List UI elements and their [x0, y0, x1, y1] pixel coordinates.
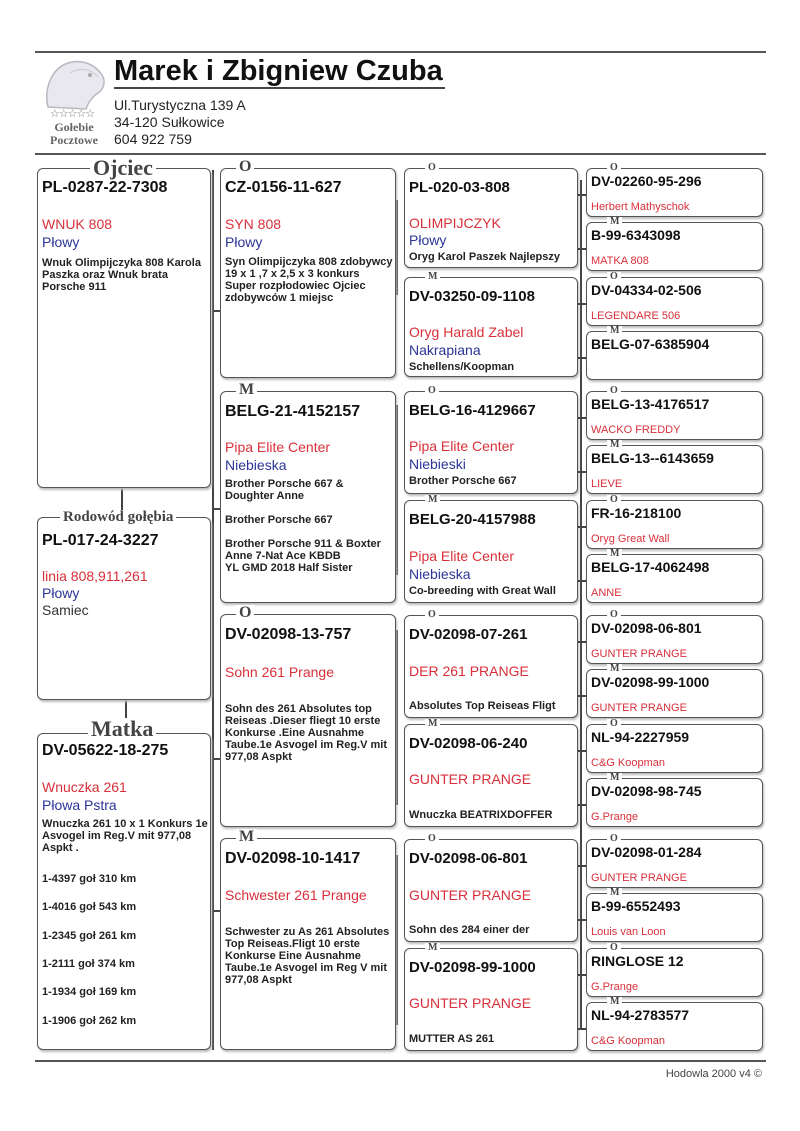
pigeon-name: Oryg Great Wall: [591, 533, 670, 545]
connector: [578, 1028, 586, 1030]
connector: [578, 919, 586, 921]
ring-number: CZ-0156-11-627: [225, 179, 342, 196]
ring-number: NL-94-2227959: [591, 729, 690, 745]
pigeon-color: Płowa Pstra: [42, 797, 117, 813]
gen4-card[interactable]: [586, 893, 763, 942]
connector: [578, 471, 586, 473]
gen4-card[interactable]: [586, 168, 763, 217]
pigeon-name: OLIMPIJCZYK: [409, 215, 501, 231]
sex-label-female: M: [607, 326, 622, 336]
gen3-card[interactable]: [404, 948, 578, 1051]
pigeon-name: Herbert Mathyschok: [591, 201, 690, 213]
sex-label-male: O: [236, 159, 254, 175]
gen3-card[interactable]: [404, 724, 578, 827]
mother-label: Matka: [88, 718, 156, 740]
ring-number: DV-02098-07-261: [409, 626, 528, 643]
ring-number: PL-020-03-808: [409, 179, 510, 196]
logo: [34, 55, 110, 147]
ring-number: BELG-17-4062498: [591, 559, 710, 575]
pigeon-name: SYN 808: [225, 216, 282, 232]
pigeon-description: Absolutes Top Reiseas Fligt: [409, 700, 556, 712]
ring-number: DV-02098-06-801: [591, 620, 702, 636]
father-card[interactable]: [37, 168, 211, 488]
pigeon-color: Nakrapiana: [409, 342, 481, 358]
pigeon-color: Płowy: [225, 234, 263, 250]
pigeon-name: Louis van Loon: [591, 926, 666, 938]
gen4-card[interactable]: [586, 839, 763, 888]
ring-number: BELG-13-4176517: [591, 396, 710, 412]
ring-number: PL-0287-22-7308: [42, 179, 168, 196]
pigeon-name: Sohn 261 Prange: [225, 664, 334, 680]
sex-label-male: O: [607, 495, 621, 505]
logo-stars: ☆☆☆☆☆: [49, 108, 95, 120]
connector: [212, 170, 214, 1050]
gen3-card[interactable]: [404, 839, 578, 942]
pigeon-name: G.Prange: [591, 981, 639, 993]
connector: [578, 303, 586, 305]
connector: [396, 855, 398, 1025]
pigeon-name: GUNTER PRANGE: [591, 872, 687, 884]
gen3-card[interactable]: [404, 500, 578, 603]
pigeon-name: MATKA 808: [591, 255, 649, 267]
address-city: 34-120 Sułkowice: [114, 114, 225, 130]
ring-number: DV-02098-06-801: [409, 850, 528, 867]
pigeon-description: Brother Porsche 667 & Doughter Anne Brother Porsche 667 Brother Porsche 911 & Boxter Anne 7-Nat Ace KBDB YL GMD 2018 Half Sister: [225, 478, 381, 574]
connector: [578, 750, 586, 752]
connector: [578, 804, 586, 806]
sex-label-female: M: [425, 943, 440, 953]
pigeon-name: Pipa Elite Center: [409, 548, 515, 564]
pigeon-color: Płowy: [42, 585, 80, 601]
result-item: 1-1906 goł 262 km: [42, 1015, 137, 1027]
result-item: 1-1934 goł 169 km: [42, 986, 137, 998]
sex-label-female: M: [607, 440, 622, 450]
pigeon-name: WACKO FREDDY: [591, 424, 681, 436]
pigeon-name: Oryg Harald Zabel: [409, 324, 524, 340]
pigeon-name: Pipa Elite Center: [409, 438, 515, 454]
ring-number: DV-02260-95-296: [591, 173, 702, 189]
connector: [578, 357, 586, 359]
pigeon-sex: Samiec: [42, 602, 89, 618]
sex-label-male: O: [607, 610, 621, 620]
pigeon-name: WNUK 808: [42, 216, 113, 232]
ring-number: DV-02098-13-757: [225, 626, 352, 643]
pigeon-name: GUNTER PRANGE: [409, 995, 532, 1011]
pigeon-name: C&G Koopman: [591, 757, 665, 769]
ring-number: DV-05622-18-275: [42, 742, 169, 759]
breeder-name: Marek i Zbigniew Czuba: [114, 55, 443, 87]
pigeon-name: DER 261 PRANGE: [409, 663, 529, 679]
gen2-card[interactable]: [220, 614, 396, 827]
pigeon-name: GUNTER PRANGE: [409, 771, 532, 787]
sex-label-female: M: [236, 829, 257, 845]
result-item: 1-4397 goł 310 km: [42, 873, 137, 885]
result-item: 1-2111 goł 374 km: [42, 958, 135, 970]
pigeon-name: GUNTER PRANGE: [409, 887, 532, 903]
pigeon-name: GUNTER PRANGE: [591, 648, 687, 660]
result-item: 1-2345 goł 261 km: [42, 930, 137, 942]
connector: [578, 974, 586, 976]
connector: [578, 580, 586, 582]
ring-number: DV-03250-09-1108: [409, 288, 535, 305]
subject-card[interactable]: [37, 517, 211, 700]
pigeon-head-icon: [40, 55, 110, 111]
subject-label: Rodowód gołębia: [60, 510, 176, 525]
sex-label-male: O: [607, 834, 621, 844]
sex-label-male: O: [607, 163, 621, 173]
ring-number: DV-02098-98-745: [591, 783, 702, 799]
gen2-card[interactable]: [220, 168, 396, 378]
pigeon-description: Brother Porsche 667: [409, 475, 517, 487]
connector: [578, 865, 586, 867]
pigeon-name: LEGENDARE 506: [591, 310, 681, 322]
gen2-card[interactable]: [220, 391, 396, 603]
ring-number: DV-02098-99-1000: [409, 959, 536, 976]
pigeon-name: linia 808,911,261: [42, 568, 148, 584]
sex-label-male: O: [425, 163, 439, 173]
pigeon-description: Schellens/Koopman: [409, 361, 515, 373]
sex-label-female: M: [425, 719, 440, 729]
connector: [212, 508, 220, 510]
ring-number: BELG-16-4129667: [409, 402, 536, 419]
gen4-card[interactable]: [586, 948, 763, 997]
connector: [578, 641, 586, 643]
sex-label-male: O: [607, 386, 621, 396]
sex-label-male: O: [607, 719, 621, 729]
pigeon-description: Sohn des 261 Absolutes top Reiseas .Dieser fliegt 10 erste Konkurse .Eine Ausnahme Taube.1e Asvogel im Reg.V mit 977,08 Aspkt: [225, 703, 387, 763]
logo-text-line1: Gołebie: [54, 120, 94, 134]
gen4-card[interactable]: [586, 615, 763, 664]
pigeon-description: Co-breeding with Great Wall: [409, 585, 556, 597]
address-street: Ul.Turystyczna 139 A: [114, 97, 246, 113]
footer-credit: Hodowla 2000 v4 ©: [665, 1068, 762, 1080]
ring-number: B-99-6552493: [591, 898, 681, 914]
pigeon-description: Wnuczka BEATRIXDOFFER: [409, 809, 553, 821]
ring-number: DV-02098-01-284: [591, 844, 702, 860]
ring-number: DV-02098-10-1417: [225, 850, 361, 867]
gen3-card[interactable]: [404, 277, 578, 377]
gen3-card[interactable]: [404, 615, 578, 718]
pigeon-description: Schwester zu As 261 Absolutes Top Reiseas.Fligt 10 erste Konkurse Eine Ausnahme Taube.1e Asvogel im Reg V mit 977,08 Aspkt: [225, 926, 390, 986]
sex-label-male: O: [607, 943, 621, 953]
sex-label-female: M: [607, 664, 622, 674]
ring-number: BELG-13--6143659: [591, 450, 714, 466]
ring-number: DV-02098-99-1000: [591, 674, 710, 690]
pigeon-name: G.Prange: [591, 811, 639, 823]
connector: [578, 526, 586, 528]
pigeon-description: Wnuczka 261 10 x 1 Konkurs 1e Asvogel im Reg.V mit 977,08 Aspkt .: [42, 818, 208, 854]
connector: [396, 200, 398, 295]
ring-number: DV-02098-06-240: [409, 735, 528, 752]
connector: [580, 180, 582, 1030]
connector: [578, 248, 586, 250]
gen4-card[interactable]: [586, 554, 763, 603]
ring-number: B-99-6343098: [591, 227, 681, 243]
gen4-card[interactable]: [586, 391, 763, 440]
pigeon-name: LIEVE: [591, 478, 623, 490]
sex-label-male: O: [425, 610, 439, 620]
gen4-card[interactable]: [586, 445, 763, 494]
ring-number: NL-94-2783577: [591, 1007, 690, 1023]
connector: [212, 758, 220, 760]
pigeon-description: Wnuk Olimpijczyka 808 Karola Paszka oraz Wnuk brata Porsche 911: [42, 257, 201, 293]
gen4-card[interactable]: [586, 778, 763, 827]
ring-number: BELG-21-4152157: [225, 403, 361, 420]
sex-label-male: O: [236, 605, 254, 621]
sex-label-female: M: [607, 997, 622, 1007]
sex-label-female: M: [607, 549, 622, 559]
ring-number: BELG-20-4157988: [409, 511, 536, 528]
result-item: 1-4016 goł 543 km: [42, 901, 137, 913]
phone-number: 604 922 759: [114, 131, 192, 147]
sex-label-male: O: [425, 386, 439, 396]
connector: [578, 695, 586, 697]
sex-label-male: O: [425, 834, 439, 844]
connector: [396, 405, 398, 575]
connector: [212, 910, 220, 912]
ring-number: FR-16-218100: [591, 505, 682, 521]
top-rule: [35, 51, 766, 53]
pigeon-color: Płowy: [42, 234, 80, 250]
ring-number: RINGLOSE 12: [591, 953, 684, 969]
pigeon-description: Sohn des 284 einer der: [409, 924, 530, 936]
pigeon-color: Niebieska: [409, 566, 471, 582]
sex-label-female: M: [607, 217, 622, 227]
gen4-card[interactable]: [586, 222, 763, 271]
pigeon-description: Syn Olimpijczyka 808 zdobywcy 19 x 1 ,7 x 2,5 x 3 konkurs Super rozpłodowiec Ojciec zdobywców 1 miejsc: [225, 256, 393, 304]
gen3-card[interactable]: [404, 168, 578, 268]
gen4-card[interactable]: [586, 277, 763, 326]
pigeon-color: Niebieska: [225, 457, 287, 473]
ring-number: PL-017-24-3227: [42, 532, 159, 549]
father-label: Ojciec: [90, 157, 156, 179]
sex-label-female: M: [236, 382, 257, 398]
connector: [212, 310, 220, 312]
connector: [578, 417, 586, 419]
sex-label-female: M: [425, 272, 440, 282]
ring-number: BELG-07-6385904: [591, 336, 710, 352]
pigeon-name: ANNE: [591, 587, 622, 599]
connector: [396, 630, 398, 805]
pigeon-description: Oryg Karol Paszek Najlepszy: [409, 251, 561, 263]
footer-rule: [35, 1060, 766, 1062]
sex-label-male: O: [607, 272, 621, 282]
sex-label-female: M: [607, 773, 622, 783]
sex-label-female: M: [425, 495, 440, 505]
mother-card[interactable]: [37, 733, 211, 1050]
connector: [578, 194, 586, 196]
pigeon-color: Płowy: [409, 232, 447, 248]
pigeon-description: MUTTER AS 261: [409, 1033, 495, 1045]
gen4-card[interactable]: [586, 669, 763, 718]
gen4-card[interactable]: [586, 1002, 763, 1051]
gen4-card[interactable]: [586, 724, 763, 773]
ring-number: DV-04334-02-506: [591, 282, 702, 298]
pigeon-name: GUNTER PRANGE: [591, 702, 687, 714]
gen3-card[interactable]: [404, 391, 578, 494]
pigeon-name: Pipa Elite Center: [225, 439, 331, 455]
logo-text-line2: Pocztowe: [50, 133, 98, 147]
pigeon-name: Schwester 261 Prange: [225, 887, 367, 903]
gen4-card[interactable]: [586, 331, 763, 380]
gen4-card[interactable]: [586, 500, 763, 549]
pigeon-name: Wnuczka 261: [42, 779, 127, 795]
sex-label-female: M: [607, 888, 622, 898]
pigeon-color: Niebieski: [409, 456, 466, 472]
gen2-card[interactable]: [220, 838, 396, 1050]
pigeon-name: C&G Koopman: [591, 1035, 665, 1047]
